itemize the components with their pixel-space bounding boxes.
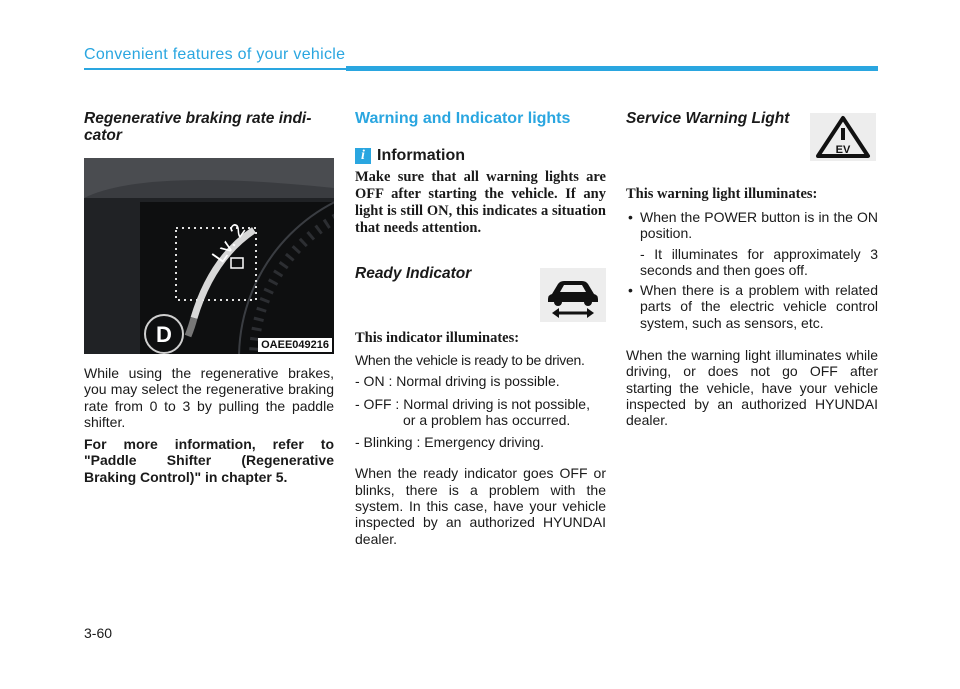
column-warning-indicator [355,110,606,237]
header-rule-thick [346,66,878,71]
bullet-text: When there is a problem with related parts of the electric vehicle control system, such as sensors, etc. [640,282,878,331]
service-illuminates-heading: This warning light illuminates: [626,186,818,202]
service-closing: When the warning light illuminates while driving, or does not go OFF after starting the vehicle, have your vehicle inspected by an authorized HYUNDAI dealer. [626,347,878,429]
service-bullet-2 [626,282,878,331]
list-item: or a problem has occurred. [403,411,571,428]
regen-reference: For more information, refer to "Paddle Shifter (Regenerative Braking Control)" in chapter 5. [84,436,334,485]
heading-line-2: cator [84,127,122,144]
information-label: Information [377,147,465,164]
bullet-dot: • [628,282,633,299]
service-sub-1 [626,246,878,279]
list-item: - ON : Normal driving is possible. [355,373,560,390]
ev-warning-icon [810,113,876,161]
bullet-text: When the POWER button is in the ON position. [640,209,878,242]
regen-paragraph: While using the regenerative brakes, you may select the regenerative braking rate from 0 to 3 by pulling the paddle shifter. [84,365,334,430]
list-item: - OFF : Normal driving is not possible, [355,395,590,412]
page-number: 3-60 [84,625,113,641]
ready-heading-wrap [355,265,471,282]
heading-regenerative-braking [84,110,334,144]
bullet-dot: • [628,209,633,225]
heading-service-warning-light: Service Warning Light [626,110,790,127]
list-item: - Blinking : Emergency driving. [355,434,545,451]
service-body [626,186,878,429]
heading-ready-indicator: Ready Indicator [355,265,472,282]
ready-indicator-icon-box [540,268,606,322]
ev-label: EV [835,144,851,156]
gear-indicator: D [156,322,172,347]
ready-illuminates-intro: When the vehicle is ready to be driven. [355,352,585,368]
service-warning-icon-box [810,113,876,161]
ready-body [355,330,606,547]
heading-warning-indicator-lights: Warning and Indicator lights [355,110,571,127]
dashboard-image [84,158,334,354]
gauge-level-text: Lv. 2 [208,219,251,267]
heading-line-1: Regenerative braking rate indi- [84,110,312,127]
column-1-body [84,365,334,485]
regen-gauge-illustration [84,158,334,354]
information-text: Make sure that all warning lights are OFF after starting the vehicle. If any light is still ON, this indicates a situation that needs attention. [355,169,606,237]
column-regenerative-braking [84,110,334,144]
ready-car-icon [540,268,606,322]
header-rule-thin [84,68,346,70]
ready-illuminates-heading: This indicator illuminates: [355,330,520,346]
sub-bullet-text: - It illuminates for approximately 3 seconds and then goes off. [640,245,878,278]
image-code: OAEE049216 [258,338,332,352]
ready-closing: When the ready indicator goes OFF or blinks, there is a problem with the system. In this case, have your vehicle inspected by an authorized HYUNDAI dealer. [355,465,606,547]
ready-states-list [355,373,606,450]
info-icon: i [355,148,371,164]
information-header [355,147,606,165]
service-bullet-1 [626,209,878,242]
section-title: Convenient features of your vehicle [84,46,346,63]
